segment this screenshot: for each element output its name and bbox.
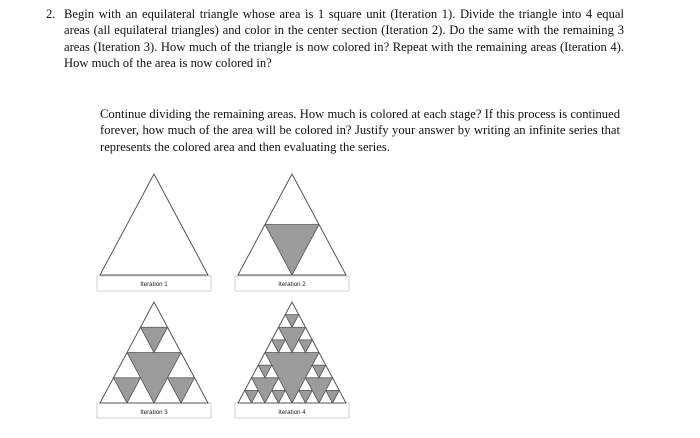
caption-iteration-4: Iteration 4 [278,409,306,416]
problem-paragraph-2: Continue dividing the remaining areas. How much is colored at each stage? If this process is continued forever, how much of the area will be colored in? Justify your answer by writing an infinite series that represents the colored area and then evaluating the series. [100,107,620,154]
figure-iteration-4 [235,302,349,418]
figure-iteration-1 [97,174,211,291]
outer-triangle [100,174,208,275]
caption-iteration-1: Iteration 1 [140,281,168,288]
problem-paragraph-1: Begin with an equilateral triangle whose area is 1 square unit (Iteration 1). Divide the triangle into 4 equal areas (all equilateral triangles) and color in the center section (Iteration 2). Do the same with the remaining 3 areas (Iteration 3). How much of the triangle is now colored in? Repeat with the remaining areas (Iteration 4). How much of the area is now colored in? [64,7,624,71]
caption-iteration-3: Iteration 3 [140,409,168,416]
caption-iteration-2: Iteration 2 [278,281,306,288]
figure-iteration-3 [97,302,211,418]
figure-iteration-2 [235,174,349,291]
problem-number: 2. [46,7,56,21]
